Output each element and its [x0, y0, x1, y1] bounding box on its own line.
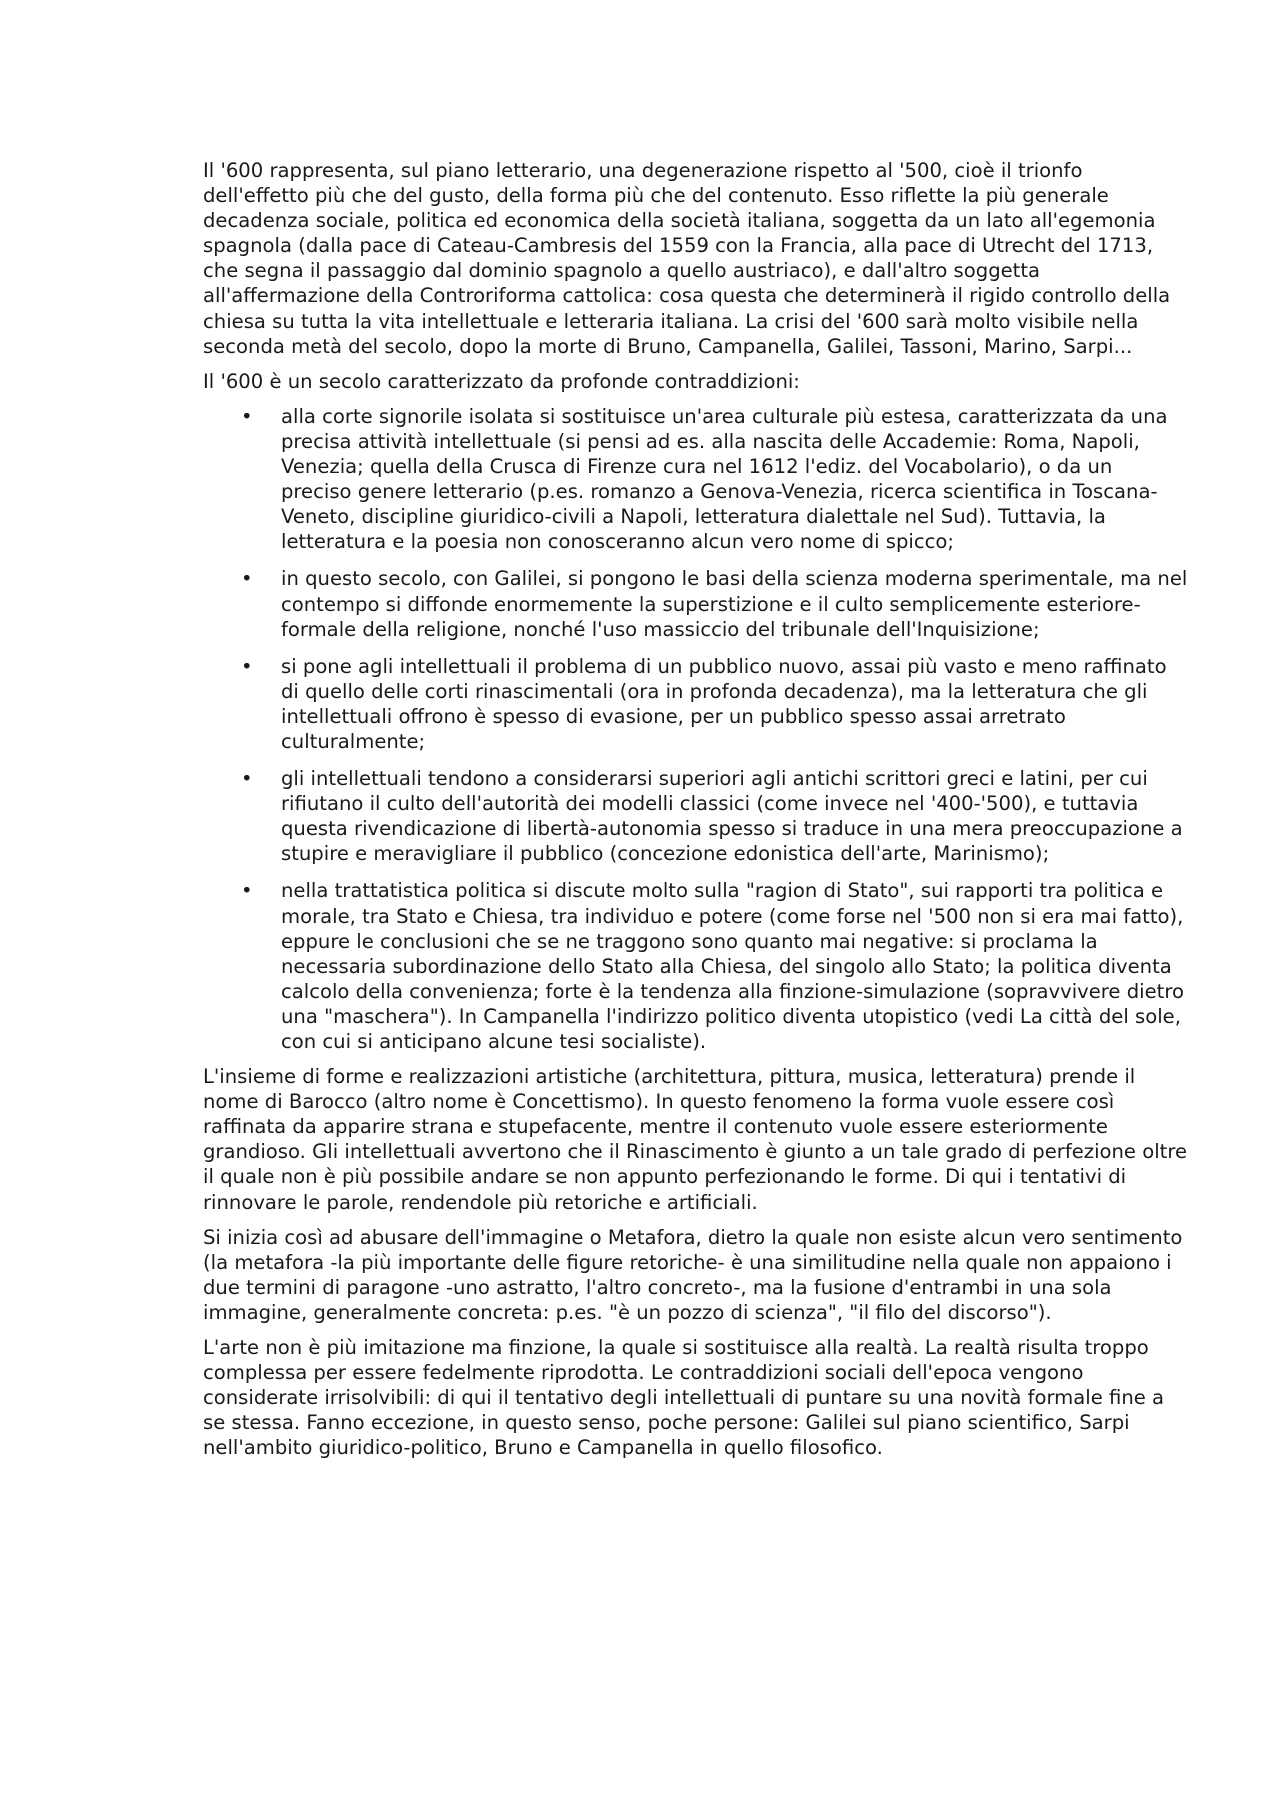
list-item-text: gli intellettuali tendono a considerarsi superiori agli antichi scrittori greci e latini, per cui rifiutano il culto dell'autorità dei modelli classici (come invece nel '400-'500), e tuttavia questa rivendicazione di libertà-autonomia spesso si traduce in una mera preoccupazione a stupire e meravigliare il pubblico (concezione edonistica dell'arte, Marinismo); [281, 767, 1183, 866]
bullet-icon: • [241, 767, 253, 791]
list-item-text: si pone agli intellettuali il problema di un pubblico nuovo, assai più vasto e meno raffinato di quello delle corti rinascimentali (ora in profonda decadenza), ma la letteratura che gli intellettuali offrono è spesso di evasione, per un pubblico spesso assai arretrato culturalmente; [281, 654, 1167, 753]
intro-paragraph: Il '600 rappresenta, sul piano letterario, una degenerazione rispetto al '500, cioè il trionfo dell'effetto più che del gusto, della forma più che del contenuto. Esso riflette la più generale decadenza sociale, politica ed economica della società italiana, soggetta da un lato all'egemonia spagnola (dalla pace di Cateau-Cambresis del 1559 con la Francia, alla pace di Utrecht del 1713, che segna il passaggio dal dominio spagnolo a quello austriaco), e dall'altro soggetta all'affermazione della Controriforma cattolica: cosa questa che determinerà il rigido controllo della chiesa su tutta la vita intellettuale e letteraria italiana. La crisi del '600 sarà molto visibile nella seconda metà del secolo, dopo la morte di Bruno, Campanella, Galilei, Tassoni, Marino, Sarpi... [203, 159, 1171, 358]
list-item [203, 654, 1188, 754]
art-paragraph: L'arte non è più imitazione ma finzione, la quale si sostituisce alla realtà. La realtà risulta troppo complessa per essere fedelmente riprodotta. Le contraddizioni sociali dell'epoca vengono considerate irrisolvibili: di qui il tentativo degli intellettuali di puntare su una novità formale fine a se stessa. Fanno eccezione, in questo senso, poche persone: Galilei sul piano scientifico, Sarpi nell'ambito giuridico-politico, Bruno e Campanella in quello filosofico. [203, 1336, 1165, 1460]
list-item-text: in questo secolo, con Galilei, si pongono le basi della scienza moderna sperimentale, ma nel contempo si diffonde enormemente la superstizione e il culto semplicemente esteriore-formale della religione, nonché l'uso massiccio del tribunale dell'Inquisizione; [281, 567, 1188, 641]
list-item-text: nella trattatistica politica si discute molto sulla "ragion di Stato", sui rapporti tra politica e morale, tra Stato e Chiesa, tra individuo e potere (come forse nel '500 non si era mai fatto), eppure le conclusioni che se ne traggono sono quanto mai negative: si proclama la necessaria subordinazione dello Stato alla Chiesa, del singolo allo Stato; la politica diventa calcolo della convenienza; forte è la tendenza alla finzione-simulazione (sopravvivere dietro una "maschera"). In Campanella l'indirizzo politico diventa utopistico (vedi La città del sole, con cui si anticipano alcune tesi socialiste). [281, 879, 1184, 1053]
document-body [203, 158, 1188, 1471]
bullet-icon: • [241, 567, 253, 591]
list-item [203, 404, 1188, 555]
list-item-text: alla corte signorile isolata si sostituisce un'area culturale più estesa, caratterizzata da una precisa attività intellettuale (si pensi ad es. alla nascita delle Accademie: Roma, Napoli, Venezia; quella della Crusca di Firenze cura nel 1612 l'ediz. del Vocabolario), o da un preciso genere letterario (p.es. romanzo a Genova-Venezia, ricerca scientifica in Toscana-Veneto, discipline giuridico-civili a Napoli, letteratura dialettale nel Sud). Tuttavia, la letteratura e la poesia non conosceranno alcun vero nome di spicco; [281, 404, 1168, 554]
contradictions-list [203, 404, 1188, 1054]
baroque-paragraph: L'insieme di forme e realizzazioni artistiche (architettura, pittura, musica, letteratura) prende il nome di Barocco (altro nome è Concettismo). In questo fenomeno la forma vuole essere così raffinata da apparire strana e stupefacente, mentre il contenuto vuole essere esteriormente grandioso. Gli intellettuali avvertono che il Rinascimento è giunto a un tale grado di perfezione oltre il quale non è più possibile andare se non appunto perfezionando le forme. Di qui i tentativi di rinnovare le parole, rendendole più retoriche e artificiali. [203, 1065, 1188, 1214]
list-item [203, 766, 1188, 866]
contradictions-intro: Il '600 è un secolo caratterizzato da profonde contraddizioni: [203, 369, 800, 393]
bullet-icon: • [241, 879, 253, 903]
bullet-icon: • [241, 654, 253, 678]
bullet-icon: • [241, 404, 253, 428]
list-item [203, 566, 1188, 641]
list-item [203, 878, 1188, 1054]
metaphor-paragraph: Si inizia così ad abusare dell'immagine o Metafora, dietro la quale non esiste alcun vero sentimento (la metafora -la più importante delle figure retoriche- è una similitudine nella quale non appaiono i due termini di paragone -uno astratto, l'altro concreto-, ma la fusione d'entrambi in una sola immagine, generalmente concreta: p.es. "è un pozzo di scienza", "il filo del discorso"). [203, 1225, 1183, 1324]
